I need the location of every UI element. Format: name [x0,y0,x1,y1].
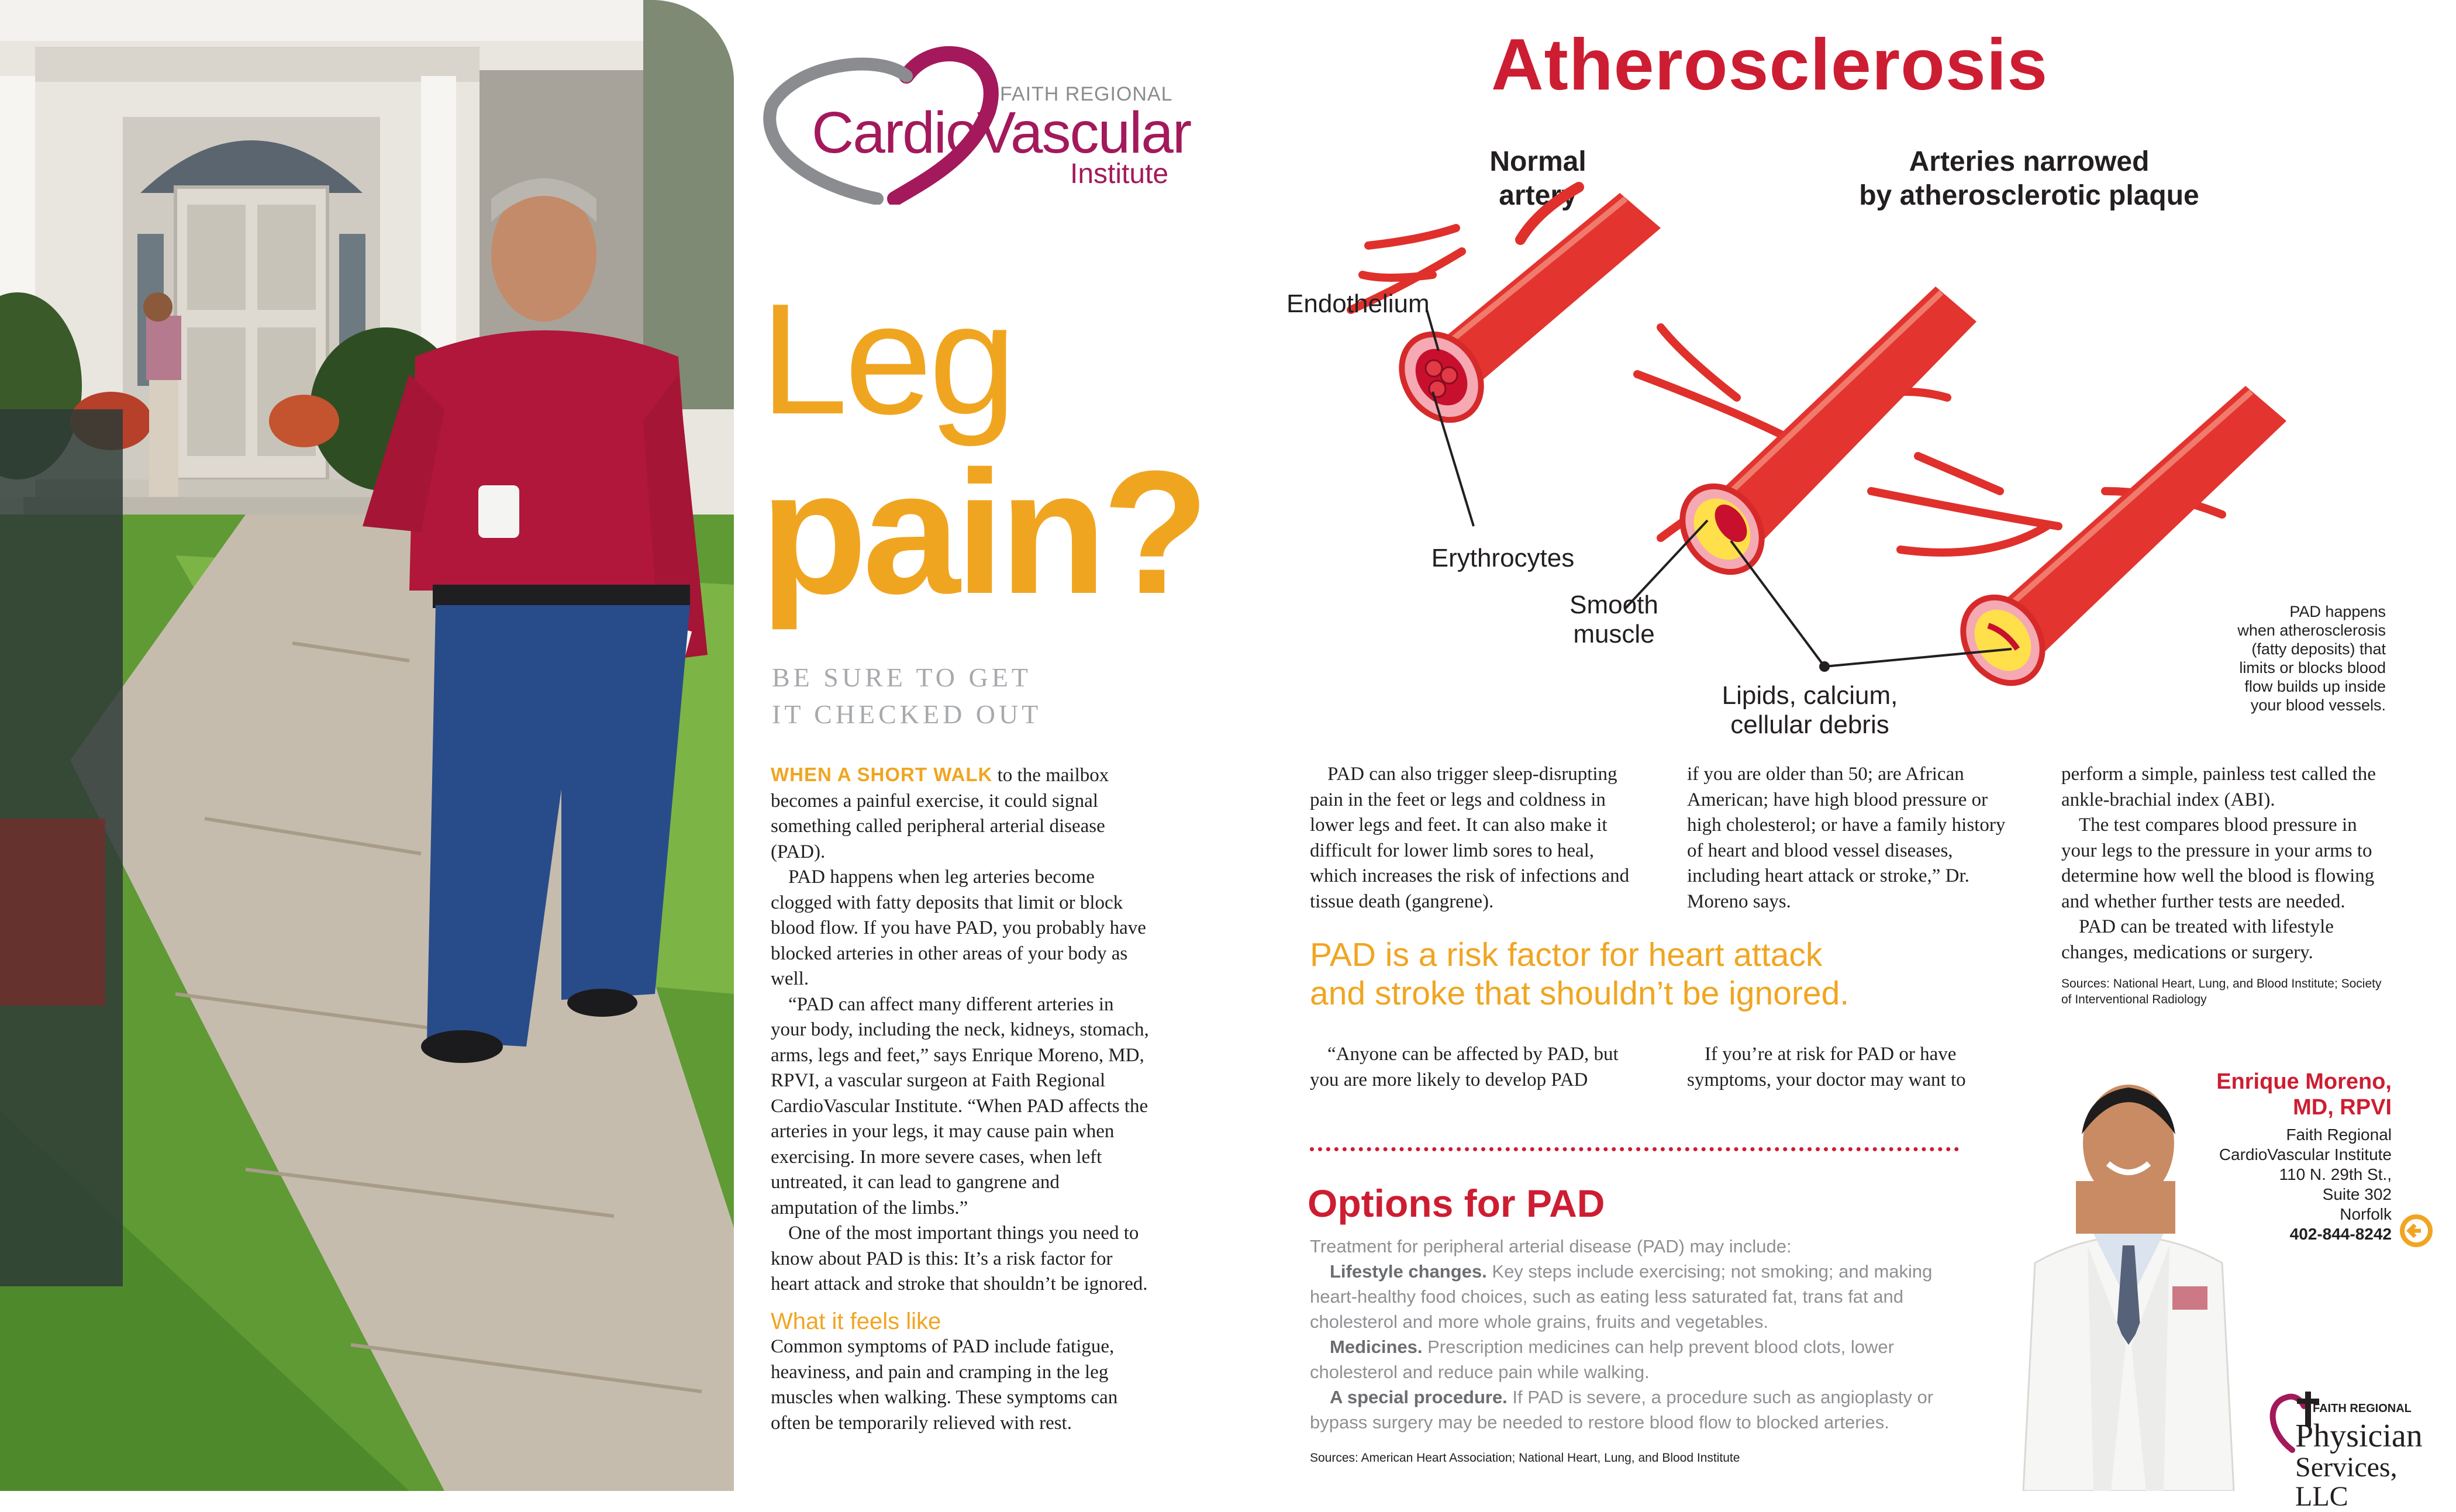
col2-p2: “Anyone can be affected by PAD, but you are more likely to develop PAD [1310,1044,1619,1090]
note-line: when atherosclerosis [2237,622,2386,639]
article-p3: “PAD can affect many different arteries in your body, including the neck, kidneys, stomach, arms, legs and feet,” says Enrique Moreno, MD, RPVI, a vascular surgeon at Faith Regional CardioVascular Institute. “When PAD affects the arteries in your legs, it may cause pain when exercising. In more severe cases, when left untreated, it can lead to gangrene and amputation of the limbs.” [771,993,1149,1218]
col4-p1: perform a simple, painless test called the ankle-brachial index (ABI). [2061,764,2376,810]
tagline-1: BE SURE TO GET [772,662,1032,692]
normal-label-1: Normal [1489,146,1586,177]
doctor-org-2: CardioVascular Institute [2219,1145,2392,1164]
sub-heading: What it feels like [771,1308,941,1334]
option-lifestyle [1310,1259,1965,1334]
lipids-label-1: Lipids, calcium, [1722,681,1898,710]
article-column-2 [1310,762,1643,914]
smooth-label-1: Smooth [1570,591,1658,619]
option-procedure [1310,1385,1965,1435]
note-line: (fatty deposits) that [2251,640,2386,658]
endothelium-label: Endothelium [1286,289,1430,318]
normal-label-2: artery [1499,180,1577,211]
pull-quote-line-2: and stroke that shouldn’t be ignored. [1310,975,1850,1012]
lead-caps: WHEN A SHORT WALK [771,764,993,785]
lipids-label-2: cellular debris [1730,710,1889,739]
hero-photo [0,0,734,1491]
narrowed-label-2: by atherosclerotic plaque [1859,180,2199,211]
footer-logo-line-3: Services, LLC [2295,1452,2398,1512]
smooth-muscle-label [1544,591,1684,649]
article-column-1 [771,762,1151,1436]
article-p4: One of the most important things you need to know about PAD is this: It’s a risk factor for heart attack and stroke that shouldn’t be ignored. [771,1223,1148,1294]
narrowed-label-1: Arteries narrowed [1909,146,2150,177]
pad-note [2164,602,2386,714]
diagram-title: Atherosclerosis [1491,25,2048,105]
option-lifestyle-title: Lifestyle changes. [1330,1261,1487,1282]
doctor-address-2: Suite 302 [2322,1185,2392,1203]
smooth-label-2: muscle [1573,620,1655,648]
col4-p3: PAD can be treated with lifestyle changes, medications or surgery. [2061,916,2334,963]
options-body [1310,1234,1965,1435]
option-procedure-title: A special procedure. [1330,1387,1508,1407]
tagline-2: IT CHECKED OUT [772,699,1042,729]
note-line: limits or blocks blood [2239,659,2386,676]
doctor-org-1: Faith Regional [2286,1126,2392,1144]
doctor-name-1: Enrique Moreno, [2216,1069,2392,1094]
physician-services-logo [2269,1386,2444,1512]
article-p2: PAD happens when leg arteries become clogged with fatty deposits that limit or block blood flow. If you have PAD, you probably have blocked arteries in other areas of your body as well. [771,867,1146,989]
options-title: Options for PAD [1308,1182,1605,1225]
erythrocytes-label: Erythrocytes [1431,544,1575,572]
col2-continued [1310,1042,1643,1093]
footer-logo-line-2: Physician [2295,1418,2423,1454]
cardiovascular-logo [760,41,1205,205]
option-medicines [1310,1334,1965,1385]
article-column-4 [2061,762,2392,1007]
col3-p2: If you’re at risk for PAD or have symptoms, your doctor may want to [1687,1044,1966,1090]
doctor-phone[interactable]: 402-844-8242 [2289,1225,2392,1243]
doctor-city: Norfolk [2340,1205,2392,1223]
options-sources: Sources: American Heart Association; National Heart, Lung, and Blood Institute [1310,1451,1740,1465]
note-line: your blood vessels. [2250,696,2386,714]
dotted-divider [1310,1147,1959,1151]
note-line: PAD happens [2289,603,2386,620]
lipids-label [1684,681,1936,740]
logo-line-1: FAITH REGIONAL [1000,83,1173,105]
col2-p1: PAD can also trigger sleep-disrupting pain in the feet or legs and coldness in lower legs and feet. It can also make it difficult for lower limb sores to heal, which increases the risk of infections and tissue death (gangrene). [1310,764,1630,912]
option-medicines-title: Medicines. [1330,1337,1423,1357]
col4-p2: The test compares blood pressure in your legs to the pressure in your arms to determine how well the blood is flowing and whether further tests are needed. [2061,814,2375,912]
col3-continued [1687,1042,2017,1093]
col4-sources: Sources: National Heart, Lung, and Blood Institute; Society of Interventional Radiology [2061,977,2382,1006]
lead-text: to the mailbox becomes a painful exercise, it could signal something called peripheral arterial disease (PAD). [771,765,1109,862]
footer-logo-line-1: FAITH REGIONAL [2313,1402,2412,1415]
options-intro: Treatment for peripheral arterial disease (PAD) may include: [1310,1236,1792,1256]
doctor-address-1: 110 N. 29th St., [2279,1165,2392,1183]
doctor-name-2: MD, RPVI [2293,1095,2392,1120]
man-walking-photo [0,0,734,1491]
option-medicines-text: Prescription medicines can help prevent blood clots, lower cholesterol and reduce pain while walking. [1310,1337,1894,1382]
logo-line-2: CardioVascular [812,100,1191,165]
headline-leg: Leg [760,271,1013,447]
logo-line-3: Institute [1070,158,1169,189]
pull-quote-line-1: PAD is a risk factor for heart attack [1310,936,1823,974]
pull-quote [1310,935,1849,1013]
arrow-left-icon [2399,1213,2434,1248]
option-lifestyle-text: Key steps include exercising; not smoking; and making heart-healthy food choices, such as eating less saturated fat, trans fat and cholesterol and more whole grains, fruits and vegetables. [1310,1261,1933,1332]
headline-pain: pain? [760,434,1205,630]
option-procedure-text: If PAD is severe, a procedure such as angioplasty or bypass surgery may be needed to restore blood flow to blocked arteries. [1310,1387,1934,1432]
col3-p1: if you are older than 50; are African American; have high blood pressure or high cholesterol; or have a family history of heart and blood vessel diseases, including heart attack or stroke,” Dr. Moreno says. [1687,764,2006,912]
article-column-3 [1687,762,2017,914]
doctor-info [2070,1069,2392,1244]
note-line: flow builds up inside [2244,678,2386,695]
article-p5: Common symptoms of PAD include fatigue, heaviness, and pain and cramping in the leg muscles when walking. These symptoms can often be temporarily relieved with rest. [771,1336,1118,1434]
